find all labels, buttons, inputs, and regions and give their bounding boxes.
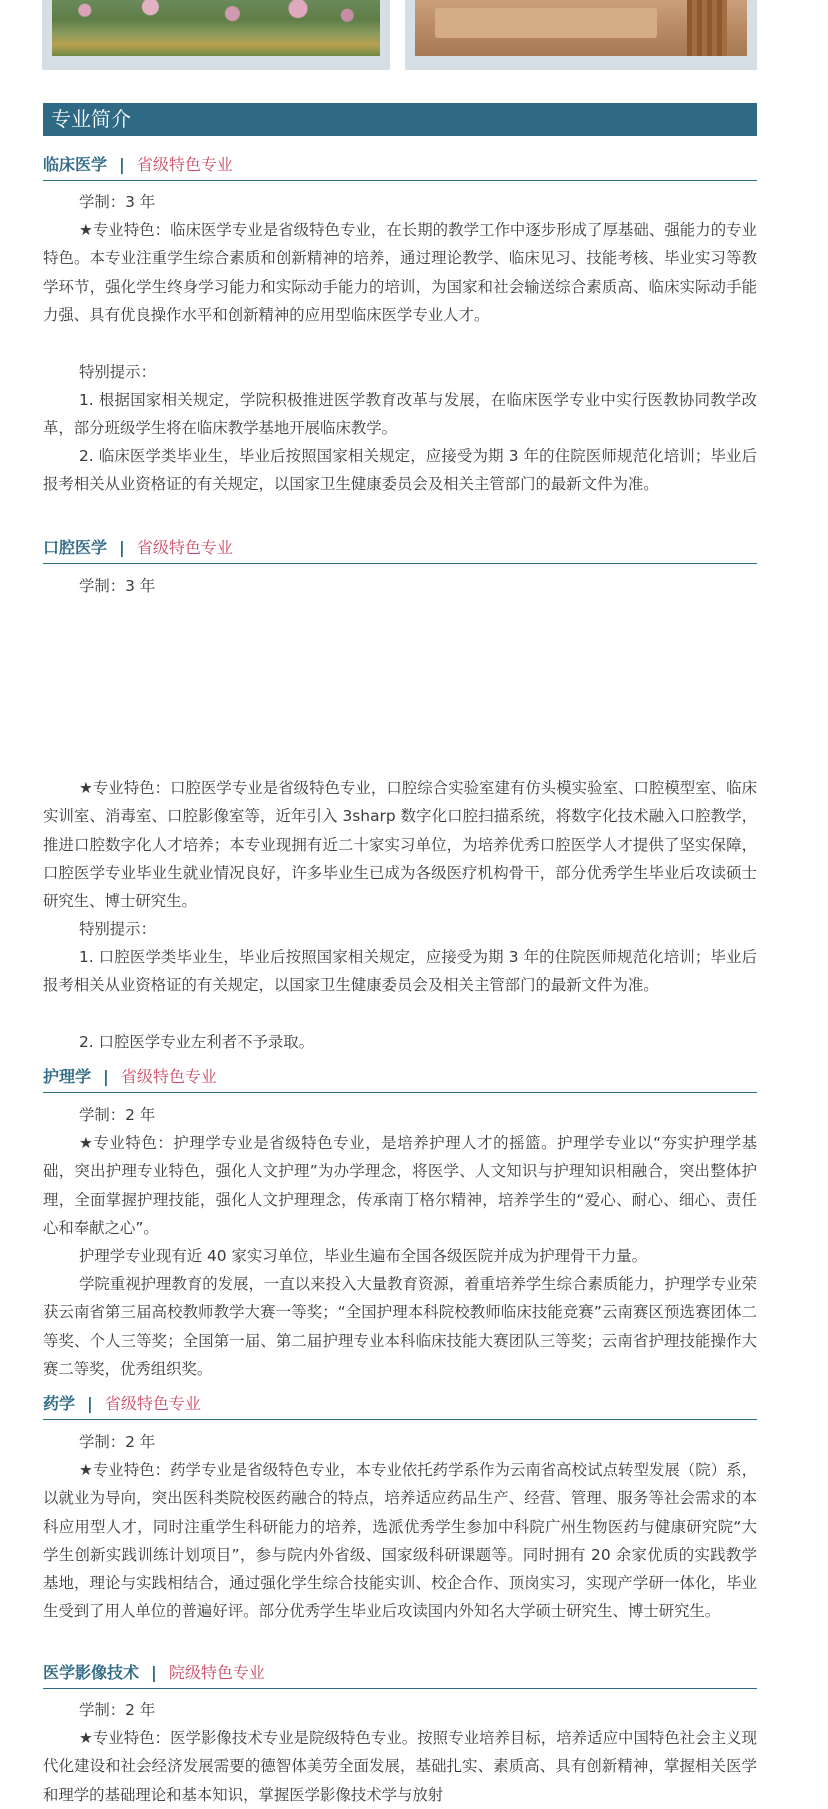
major-duration: 学制：3 年: [79, 193, 156, 211]
major-tag: 省级特色专业: [104, 1394, 201, 1413]
major-paragraph: 护理学专业现有近 40 家实习单位，毕业生遍布全国各级医院并成为护理骨干力量。: [79, 1247, 648, 1265]
major-duration: 学制：3 年: [79, 577, 156, 595]
photo-strip: [0, 0, 828, 70]
major-separator: |: [87, 1394, 93, 1413]
major-feature: ★专业特色：药学专业是省级特色专业，本专业依托药学系作为云南省高校试点转型发展（院）系，以就业为导向，突出医科类院校医药融合的特点，培养适应药品生产、经营、管理、服务等社会需求的本科应用型人才，同时注重学生科研能力的培养，选派优秀学生参加中科院广州生物医药与健康研究院“大学生创新实践训练计划项目”，参与院内外省级、国家级科研课题等。同时拥有 20 余家优质的实践教学基地，理论与实践相结合，通过强化学生综合技能实训、校企合作、顶岗实习，实现产学研一体化，毕业生受到了用人单位的普遍好评。部分优秀学生毕业后攻读国内外知名大学硕士研究生、博士研究生。: [43, 1461, 757, 1621]
major-duration: 学制：2 年: [79, 1433, 156, 1451]
campus-photo-classroom: [405, 0, 757, 70]
major-name: 医学影像技术: [43, 1663, 140, 1682]
major-name: 临床医学: [43, 155, 108, 174]
major-feature: ★专业特色：临床医学专业是省级特色专业，在长期的教学工作中逐步形成了厚基础、强能力的专业特色。本专业注重学生综合素质和创新精神的培养，通过理论教学、临床见习、技能考核、毕业实习等教学环节，强化学生终身学习能力和实际动手能力的培训，为国家和社会输送综合素质高、临床实际动手能力强、具有优良操作水平和创新精神的应用型临床医学专业人才。: [43, 221, 757, 324]
notice-item: 1. 口腔医学类毕业生，毕业后按照国家相关规定，应接受为期 3 年的住院医师规范化培训；毕业后报考相关从业资格证的有关规定，以国家卫生健康委员会及相关主管部门的最新文件为准。: [43, 948, 757, 995]
notice-item: 2. 口腔医学专业左利者不予录取。: [79, 1033, 315, 1051]
notice-label: 特别提示：: [79, 920, 156, 938]
major-name: 护理学: [43, 1067, 92, 1086]
notice-label: 特别提示：: [79, 363, 156, 381]
major-title-clinical: [43, 154, 757, 181]
major-tag: 省级特色专业: [120, 1067, 217, 1086]
notice-item: 2. 临床医学类毕业生，毕业后按照国家相关规定，应接受为期 3 年的住院医师规范化培训；毕业后报考相关从业资格证的有关规定，以国家卫生健康委员会及相关主管部门的最新文件为准。: [43, 447, 757, 494]
major-separator: |: [151, 1663, 157, 1682]
major-paragraph: 学院重视护理教育的发展，一直以来投入大量教育资源，着重培养学生综合素质能力，护理学专业荣获云南省第三届高校教师教学大赛一等奖；“全国护理本科院校教师临床技能竞赛”云南赛区预选赛团体二等奖、个人三等奖；全国第一届、第二届护理专业本科临床技能大赛团队三等奖；云南省护理技能操作大赛二等奖，优秀组织奖。: [43, 1275, 757, 1378]
major-feature: ★专业特色：医学影像技术专业是院级特色专业。按照专业培养目标，培养适应中国特色社会主义现代化建设和社会经济发展需要的德智体美劳全面发展，基础扎实、素质高、具有创新精神，掌握相关医学和理学的基础理论和基本知识，掌握医学影像技术学与放射: [43, 1729, 757, 1804]
major-feature: ★专业特色：口腔医学专业是省级特色专业，口腔综合实验室建有仿头模实验室、口腔模型室、临床实训室、消毒室、口腔影像室等，近年引入 3sharp 数字化口腔扫描系统，将数字化技术融入口腔教学，推进口腔数字化人才培养；本专业现拥有近二十家实习单位，为培养优秀口腔医学人才提供了坚实保障，口腔医学专业毕业生就业情况良好，许多毕业生已成为各级医疗机构骨干，部分优秀学生毕业后攻读硕士研究生、博士研究生。: [43, 779, 757, 911]
major-name: 药学: [43, 1394, 76, 1413]
major-title-pharmacy: [43, 1393, 757, 1420]
major-separator: |: [119, 538, 125, 557]
major-title-stomatology: [43, 537, 757, 564]
major-tag: 省级特色专业: [136, 155, 233, 174]
major-duration: 学制：2 年: [79, 1106, 156, 1124]
major-tag: 院级特色专业: [168, 1663, 265, 1682]
major-title-imaging: [43, 1662, 757, 1689]
major-name: 口腔医学: [43, 538, 108, 557]
major-duration: 学制：2 年: [79, 1701, 156, 1719]
major-separator: |: [119, 155, 125, 174]
notice-item: 1. 根据国家相关规定，学院积极推进医学教育改革与发展，在临床医学专业中实行医教协同教学改革，部分班级学生将在临床教学基地开展临床教学。: [43, 391, 757, 438]
major-title-nursing: [43, 1066, 757, 1093]
major-separator: |: [103, 1067, 109, 1086]
major-tag: 省级特色专业: [136, 538, 233, 557]
major-feature: ★专业特色：护理学专业是省级特色专业，是培养护理人才的摇篮。护理学专业以“夯实护理学基础，突出护理专业特色，强化人文护理”为办学理念，将医学、人文知识与护理知识相融合，突出整体护理，全面掌握护理技能，强化人文护理理念，传承南丁格尔精神，培养学生的“爱心、耐心、细心、责任心和奉献之心”。: [43, 1134, 757, 1237]
section-title: 专业简介: [43, 103, 757, 136]
campus-photo-garden: [42, 0, 390, 70]
